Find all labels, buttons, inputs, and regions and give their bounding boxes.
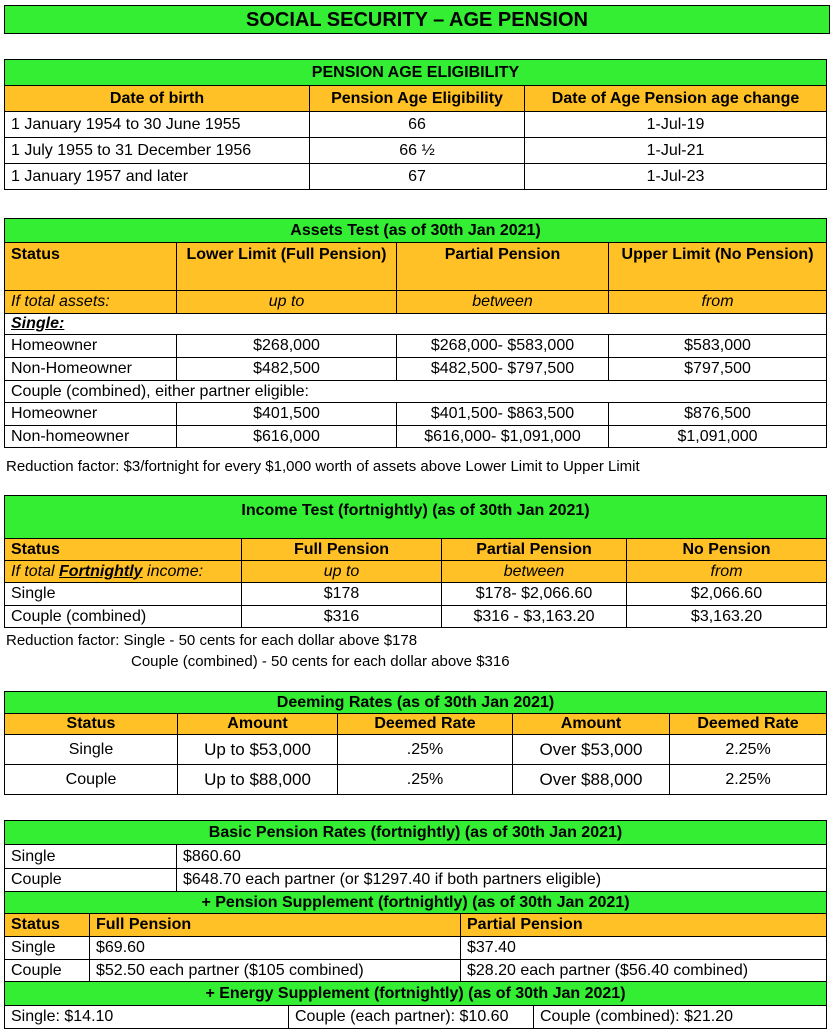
energy-title: + Energy Supplement (fortnightly) (as of 30th Jan 2021) — [5, 982, 827, 1006]
cell: 1 January 1957 and later — [5, 164, 310, 190]
cell: $3,163.20 — [627, 606, 827, 628]
cell: Single — [5, 937, 90, 960]
col-header: Status — [5, 243, 177, 291]
cell: $69.60 — [90, 937, 461, 960]
page-title: SOCIAL SECURITY – AGE PENSION — [5, 6, 830, 34]
cell: Up to $88,000 — [178, 765, 338, 795]
cell: $482,500- $797,500 — [397, 358, 609, 381]
sub-header: up to — [242, 561, 442, 583]
col-header: Pension Age Eligibility — [310, 86, 525, 112]
cell: 66 ½ — [310, 138, 525, 164]
sub-header: from — [609, 291, 827, 314]
cell: $178 — [242, 583, 442, 606]
cell: Over $53,000 — [513, 735, 670, 765]
col-header: Amount — [513, 714, 670, 735]
assets-note: Reduction factor: $3/fortnight for every $1,000 worth of assets above Lower Limit to Upper Limit — [6, 458, 640, 475]
table-row — [5, 765, 827, 795]
sub-header: from — [627, 561, 827, 583]
cell: Single: $14.10 — [5, 1006, 289, 1029]
cell: Up to $53,000 — [178, 735, 338, 765]
cell: $860.60 — [177, 845, 827, 869]
cell: Single — [5, 583, 242, 606]
cell: $876,500 — [609, 403, 827, 426]
table-row — [5, 164, 827, 190]
section-label: Single: — [5, 314, 827, 335]
table-row — [5, 403, 827, 426]
cell: $268,000 — [177, 335, 397, 358]
basic-rates-table — [4, 820, 827, 892]
assets-table — [4, 218, 827, 448]
col-header: Full Pension — [90, 914, 461, 937]
sub-text: If total — [11, 562, 60, 580]
cell: 66 — [310, 112, 525, 138]
table-row — [5, 583, 827, 606]
cell: Over $88,000 — [513, 765, 670, 795]
col-header: Status — [5, 914, 90, 937]
col-header: Date of birth — [5, 86, 310, 112]
cell: Couple — [5, 960, 90, 982]
col-header: Deemed Rate — [670, 714, 827, 735]
cell: $37.40 — [461, 937, 827, 960]
col-header: Status — [5, 714, 178, 735]
cell: Single — [5, 845, 177, 869]
col-header: Date of Age Pension age change — [525, 86, 827, 112]
sub-emphasis: Fortnightly — [59, 562, 143, 580]
cell: $268,000- $583,000 — [397, 335, 609, 358]
table-row — [5, 112, 827, 138]
col-header: Deemed Rate — [338, 714, 513, 735]
cell: $28.20 each partner ($56.40 combined) — [461, 960, 827, 982]
pension-age-table — [4, 59, 827, 190]
pension-age-title: PENSION AGE ELIGIBILITY — [5, 60, 827, 86]
income-note-couple: Couple (combined) - 50 cents for each dollar above $316 — [131, 653, 510, 670]
table-row — [5, 960, 827, 982]
deeming-title: Deeming Rates (as of 30th Jan 2021) — [5, 692, 827, 714]
cell: 1 January 1954 to 30 June 1955 — [5, 112, 310, 138]
cell: $52.50 each partner ($105 combined) — [90, 960, 461, 982]
cell: Homeowner — [5, 335, 177, 358]
cell: $1,091,000 — [609, 426, 827, 448]
col-header: Lower Limit (Full Pension) — [177, 243, 397, 291]
cell: $616,000- $1,091,000 — [397, 426, 609, 448]
table-row — [5, 335, 827, 358]
cell: 2.25% — [670, 765, 827, 795]
cell: $401,500- $863,500 — [397, 403, 609, 426]
cell: 2.25% — [670, 735, 827, 765]
cell: 67 — [310, 164, 525, 190]
sub-header: between — [397, 291, 609, 314]
sub-header — [5, 561, 242, 583]
sub-header: If total assets: — [5, 291, 177, 314]
pension-supplement-table — [4, 891, 827, 982]
sub-text: income: — [142, 562, 204, 580]
table-row — [5, 606, 827, 628]
col-header: Partial Pension — [461, 914, 827, 937]
cell: .25% — [338, 765, 513, 795]
cell: Single — [5, 735, 178, 765]
sub-header: up to — [177, 291, 397, 314]
col-header: Full Pension — [242, 539, 442, 561]
income-title: Income Test (fortnightly) (as of 30th Jan 2021) — [5, 496, 827, 539]
table-row — [5, 138, 827, 164]
supplement-title: + Pension Supplement (fortnightly) (as of 30th Jan 2021) — [5, 892, 827, 914]
cell: $316 - $3,163.20 — [442, 606, 627, 628]
cell: $616,000 — [177, 426, 397, 448]
deeming-table — [4, 691, 827, 795]
cell: .25% — [338, 735, 513, 765]
sub-header: between — [442, 561, 627, 583]
page-title-box — [4, 5, 830, 34]
cell: 1 July 1955 to 31 December 1956 — [5, 138, 310, 164]
table-row — [5, 358, 827, 381]
cell: Non-homeowner — [5, 426, 177, 448]
cell: Couple (combined): $21.20 — [534, 1006, 827, 1029]
cell: 1-Jul-23 — [525, 164, 827, 190]
table-row — [5, 937, 827, 960]
cell: $583,000 — [609, 335, 827, 358]
cell: $316 — [242, 606, 442, 628]
energy-supplement-table — [4, 981, 827, 1029]
table-row — [5, 735, 827, 765]
income-note-single: Reduction factor: Single - 50 cents for each dollar above $178 — [6, 632, 418, 649]
col-header: Status — [5, 539, 242, 561]
col-header: Amount — [178, 714, 338, 735]
cell: Couple — [5, 765, 178, 795]
section-label: Couple (combined), either partner eligible: — [5, 381, 827, 403]
cell: Couple (combined) — [5, 606, 242, 628]
col-header: Upper Limit (No Pension) — [609, 243, 827, 291]
cell: 1-Jul-21 — [525, 138, 827, 164]
cell: $648.70 each partner (or $1297.40 if both partners eligible) — [177, 869, 827, 892]
cell: Non-Homeowner — [5, 358, 177, 381]
assets-title: Assets Test (as of 30th Jan 2021) — [5, 219, 827, 243]
table-row — [5, 845, 827, 869]
cell: $2,066.60 — [627, 583, 827, 606]
col-header: No Pension — [627, 539, 827, 561]
cell: $178- $2,066.60 — [442, 583, 627, 606]
cell: $797,500 — [609, 358, 827, 381]
col-header: Partial Pension — [397, 243, 609, 291]
cell: 1-Jul-19 — [525, 112, 827, 138]
cell: Homeowner — [5, 403, 177, 426]
cell: $482,500 — [177, 358, 397, 381]
col-header: Partial Pension — [442, 539, 627, 561]
basic-title: Basic Pension Rates (fortnightly) (as of 30th Jan 2021) — [5, 821, 827, 845]
cell: $401,500 — [177, 403, 397, 426]
cell: Couple (each partner): $10.60 — [289, 1006, 534, 1029]
table-row — [5, 869, 827, 892]
cell: Couple — [5, 869, 177, 892]
table-row — [5, 1006, 827, 1029]
table-row — [5, 426, 827, 448]
income-table — [4, 495, 827, 628]
